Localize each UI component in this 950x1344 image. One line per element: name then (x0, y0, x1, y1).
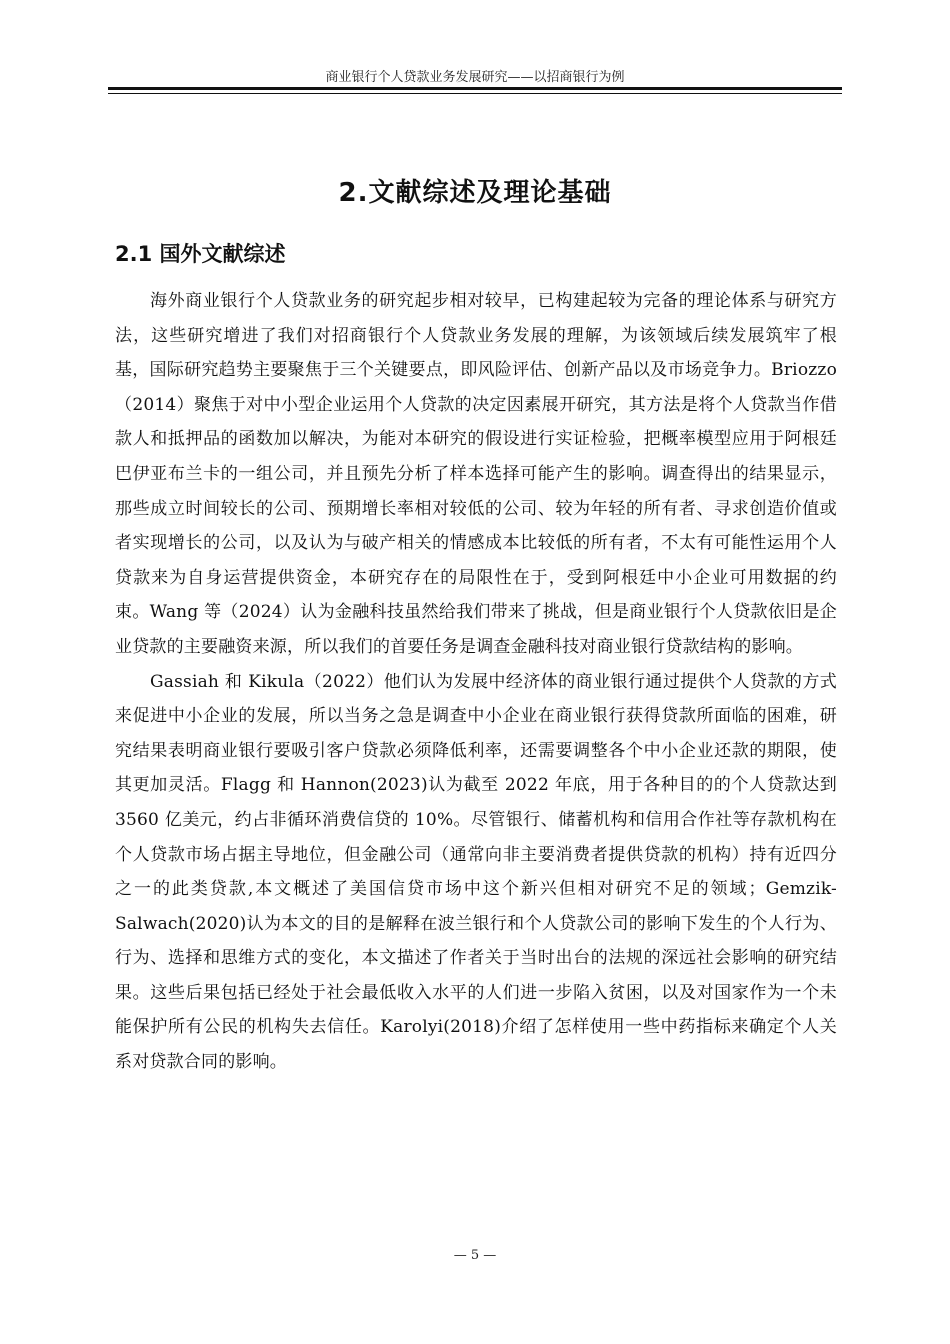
paragraph-2: Gassiah 和 Kikula（2022）他们认为发展中经济体的商业银行通过提供个人贷款的方式来促进中小企业的发展，所以当务之急是调查中小企业在商业银行获得贷款所面临的困难，研究结果表明商业银行要吸引客户贷款必须降低利率，还需要调整各个中小企业还款的期限，使其更加灵活。Flagg 和 Hannon(2023)认为截至 2022 年底，用于各种目的的个人贷款达到 3560 亿美元，约占非循环消费信贷的 10%。尽管银行、储蓄机构和信用合作社等存款机构在个人贷款市场占据主导地位，但金融公司（通常向非主要消费者提供贷款的机构）持有近四分之一的此类贷款,本文概述了美国信贷市场中这个新兴但相对研究不足的领域；Gemzik-Salwach(2020)认为本文的目的是解释在波兰银行和个人贷款公司的影响下发生的个人行为、行为、选择和思维方式的变化，本文描述了作者关于当时出台的法规的深远社会影响的研究结果。这些后果包括已经处于社会最低收入水平的人们进一步陷入贫困，以及对国家作为一个未能保护所有公民的机构失去信任。Karolyi(2018)介绍了怎样使用一些中药指标来确定个人关系对贷款合同的影响。 (115, 671, 837, 1073)
header-rule-thick (108, 87, 842, 90)
body-text (115, 284, 837, 1080)
section-title: 2.1 国外文献综述 (115, 242, 286, 266)
header-rule-thin (108, 93, 842, 94)
chapter-title: 2.文献综述及理论基础 (338, 178, 612, 208)
running-header: 商业银行个人贷款业务发展研究——以招商银行为例 (325, 70, 625, 85)
paragraph-1: 海外商业银行个人贷款业务的研究起步相对较早，已构建起较为完备的理论体系与研究方法，这些研究增进了我们对招商银行个人贷款业务发展的理解，为该领域后续发展筑牢了根基，国际研究趋势主要聚焦于三个关键要点，即风险评估、创新产品以及市场竞争力。Briozzo（2014）聚焦于对中小型企业运用个人贷款的决定因素展开研究，其方法是将个人贷款当作借款人和抵押品的函数加以解决，为能对本研究的假设进行实证检验，把概率模型应用于阿根廷巴伊亚布兰卡的一组公司，并且预先分析了样本选择可能产生的影响。调查得出的结果显示，那些成立时间较长的公司、预期增长率相对较低的公司、较为年轻的所有者、寻求创造价值或者实现增长的公司，以及认为与破产相关的情感成本比较低的所有者，不太有可能性运用个人贷款来为自身运营提供资金，本研究存在的局限性在于，受到阿根廷中小企业可用数据的约束。Wang 等（2024）认为金融科技虽然给我们带来了挑战，但是商业银行个人贷款依旧是企业贷款的主要融资来源，所以我们的首要任务是调查金融科技对商业银行贷款结构的影响。 (115, 291, 837, 657)
page-number: — 5 — (453, 1248, 497, 1263)
